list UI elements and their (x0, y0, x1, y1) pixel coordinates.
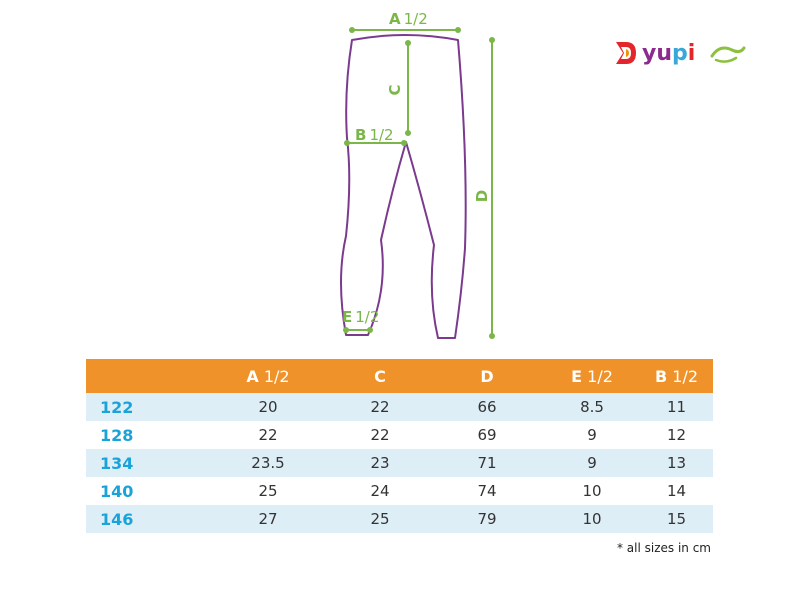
footnote: * all sizes in cm (616, 541, 711, 555)
value-cell: 69 (477, 426, 497, 444)
label-a: A 1/2 (389, 10, 428, 28)
value-cell: 22 (258, 426, 278, 444)
value-cell: 22 (370, 426, 390, 444)
value-cell: 14 (666, 482, 687, 500)
size-cell: 146 (86, 505, 206, 533)
value-cell: 79 (430, 505, 544, 533)
table-row (86, 477, 713, 505)
value-cell: 9 (587, 426, 597, 444)
table-row (86, 449, 713, 477)
table-row (86, 505, 713, 533)
yupi-logo (612, 36, 748, 70)
size-cell: 122 (86, 393, 206, 421)
value-cell: 74 (477, 482, 497, 500)
value-cell: 12 (666, 426, 687, 444)
column-header-c: C (330, 359, 430, 393)
value-cell: 27 (206, 505, 330, 533)
value-cell: 9 (544, 449, 640, 477)
value-cell: 23 (330, 449, 430, 477)
value-cell: 10 (544, 505, 640, 533)
size-cell: 140 (100, 481, 134, 501)
size-table (86, 359, 713, 533)
logo-letter-y: y (642, 41, 657, 66)
value-cell: 15 (640, 505, 713, 533)
value-cell: 11 (640, 393, 713, 421)
value-cell: 25 (330, 505, 430, 533)
svg-text:yupi (642, 41, 695, 66)
value-cell: 22 (330, 393, 430, 421)
column-header-size (86, 359, 206, 393)
value-cell: 8.5 (544, 393, 640, 421)
logo-letter-p: p (672, 41, 688, 66)
value-cell: 10 (582, 482, 602, 500)
value-cell: 71 (430, 449, 544, 477)
column-header-b: B 1/2 (640, 359, 713, 393)
column-header-e: E 1/2 (544, 359, 640, 393)
value-cell: 20 (206, 393, 330, 421)
value-cell: 24 (370, 482, 390, 500)
column-header-a: A 1/2 (206, 359, 330, 393)
label-c: C (386, 84, 404, 96)
value-cell: 13 (640, 449, 713, 477)
table-row (86, 421, 713, 449)
value-cell: 66 (430, 393, 544, 421)
logo-letter-i: i (687, 41, 696, 66)
label-b: B 1/2 (355, 126, 394, 144)
size-cell: 128 (100, 425, 134, 445)
value-cell: 23.5 (206, 449, 330, 477)
label-d: D (473, 189, 491, 203)
size-cell: 134 (86, 449, 206, 477)
leggings-outline (341, 35, 466, 338)
value-cell: 25 (258, 482, 278, 500)
column-header-d: D (430, 359, 544, 393)
table-row (86, 393, 713, 421)
table-header-row (86, 359, 713, 393)
label-e: E 1/2 (342, 308, 380, 326)
logo-letter-u: u (656, 41, 673, 66)
